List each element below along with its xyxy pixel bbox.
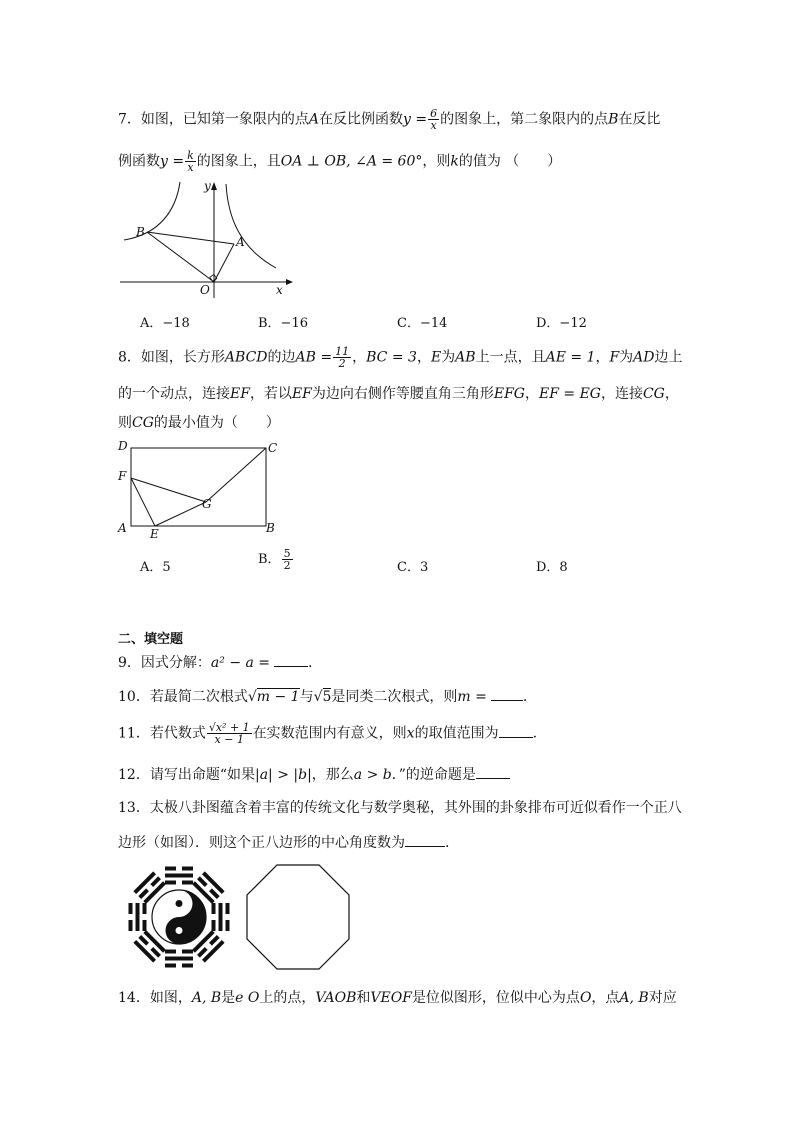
q8-option-b-fraction: $\frac{5}{2}$ [283, 547, 291, 572]
q12: 12．请写出命题“如果|a| > |b|，那么a > b．”的逆命题是 [118, 764, 510, 785]
q10: 10．若最简二次根式√m − 1与√5是同类二次根式，则m = . [118, 686, 527, 707]
trigram-bar [212, 920, 216, 931]
label-G: G [202, 497, 212, 511]
q13-answer-blank[interactable] [405, 832, 445, 847]
trigram-bar [129, 920, 133, 931]
label-x: x [276, 283, 283, 297]
q12-answer-blank[interactable] [476, 764, 510, 779]
q8-fraction-11-over-2: $\frac{11}{2}$ [335, 345, 350, 370]
trigram-bar [182, 867, 193, 871]
q14: 14．如图，A, B是e O上的点，VAOB和VEOF是位似图形，位似中心为点O，点A, B对应 [118, 990, 677, 1006]
q10-answer-blank[interactable] [491, 686, 523, 701]
q8-option-b[interactable]: B． $\frac{5}{2}$ [258, 547, 291, 572]
segment-FG [131, 478, 206, 502]
taiji-light-dot [176, 927, 183, 934]
q8-figure [116, 438, 284, 542]
bagua-taiji-figure [122, 862, 236, 972]
q7-line2: 例函数y = $\frac{k}{x}$ 的图象上，且OA ⊥ OB, ∠A = 60°，则k的值为 （ ） [118, 149, 562, 174]
trigram-bar [143, 920, 147, 931]
trigram-bar [165, 964, 176, 968]
x-axis-arrow [286, 279, 293, 285]
label-D: D [118, 439, 128, 453]
q7-option-b[interactable]: B．−16 [258, 316, 308, 331]
label-B: B [136, 225, 145, 239]
q8-line3: 则CG的最小值为（ ） [118, 415, 280, 431]
trigram-bar [219, 903, 223, 931]
q9-answer-blank[interactable] [274, 652, 308, 667]
octagon-shape [247, 865, 349, 969]
y-axis-arrow [211, 182, 217, 190]
trigram-bar [212, 903, 216, 914]
taiji-dark-dot [176, 900, 183, 907]
trigram-bar [129, 903, 133, 914]
label-C: C [268, 441, 278, 455]
q8-option-c[interactable]: C．3 [397, 560, 429, 575]
q7-option-d[interactable]: D．−12 [536, 316, 587, 331]
q13-line1: 13．太极八卦图蕴含着丰富的传统文化与数学奥秘，其外围的卦象排布可近似看作一个正八 [118, 800, 682, 816]
q8-option-a[interactable]: A．5 [140, 560, 171, 575]
q8-option-d[interactable]: D．8 [536, 560, 568, 575]
q7-option-c[interactable]: C．−14 [397, 316, 448, 331]
q8-line2: 的一个动点，连接EF，若以EF为边向右侧作等腰直角三角形EFG，EF = EG，连接CG， [118, 386, 679, 402]
q8-line1: 8．如图，长方形ABCD的边AB = $\frac{11}{2}$ ，BC = 3，E为AB上一点，且AE = 1，F为AD边上 [118, 345, 683, 370]
hyperbola-second-quadrant [124, 182, 180, 240]
q7-fraction-k-over-x: $\frac{k}{x}$ [187, 149, 194, 174]
trigram-bar [165, 874, 193, 878]
sqrt-5: √5 [313, 689, 332, 705]
segment-EG [155, 502, 206, 526]
segment-GC [206, 448, 266, 502]
trigram-bar [182, 964, 193, 968]
label-E: E [150, 527, 159, 541]
q11: 11．若代数式 $\frac{\text{√x² + 1}}{x - 1}$ 在实数范围内有意义，则x的取值范围为 . [118, 721, 538, 746]
trigram-bar [165, 950, 176, 954]
q9: 9．因式分解：a² − a = . [118, 652, 313, 673]
trigram-bar [226, 903, 230, 914]
q11-answer-blank[interactable] [499, 723, 533, 738]
q11-fraction: $\frac{\text{√x² + 1}}{x - 1}$ [208, 721, 250, 746]
trigram-bar [165, 867, 176, 871]
section-heading-fill-in: 二、填空题 [118, 632, 184, 647]
q13-line2: 边形（如图）．则这个正八边形的中心角度数为 . [118, 832, 449, 853]
label-B: B [266, 521, 275, 535]
trigram-bar [182, 881, 193, 885]
q7-option-a[interactable]: A．−18 [140, 316, 190, 331]
label-A: A [118, 521, 127, 535]
q7-figure [118, 178, 298, 300]
label-F: F [118, 469, 127, 483]
rectangle-ABCD [131, 448, 266, 526]
trigram-bar [165, 957, 193, 961]
label-A: A [236, 235, 245, 249]
hyperbola-first-quadrant [226, 184, 276, 268]
q7-fraction-6-over-x: $\frac{6}{x}$ [430, 107, 438, 132]
regular-octagon-figure [242, 862, 354, 974]
trigram-bar [136, 903, 140, 931]
trigram-bar [143, 903, 147, 914]
label-O: O [200, 283, 210, 297]
sqrt-m-minus-1: √m − 1 [247, 689, 300, 705]
label-y: y [204, 179, 211, 193]
segment-FE [131, 478, 155, 526]
q7-line1: 7．如图，已知第一象限内的点A在反比例函数y = $\frac{6}{x}$ 的图象上，第二象限内的点B在反比 [118, 107, 661, 132]
trigram-bar [165, 881, 176, 885]
trigram-bar [226, 920, 230, 931]
segment-AO [214, 244, 234, 282]
trigram-bar [182, 950, 193, 954]
